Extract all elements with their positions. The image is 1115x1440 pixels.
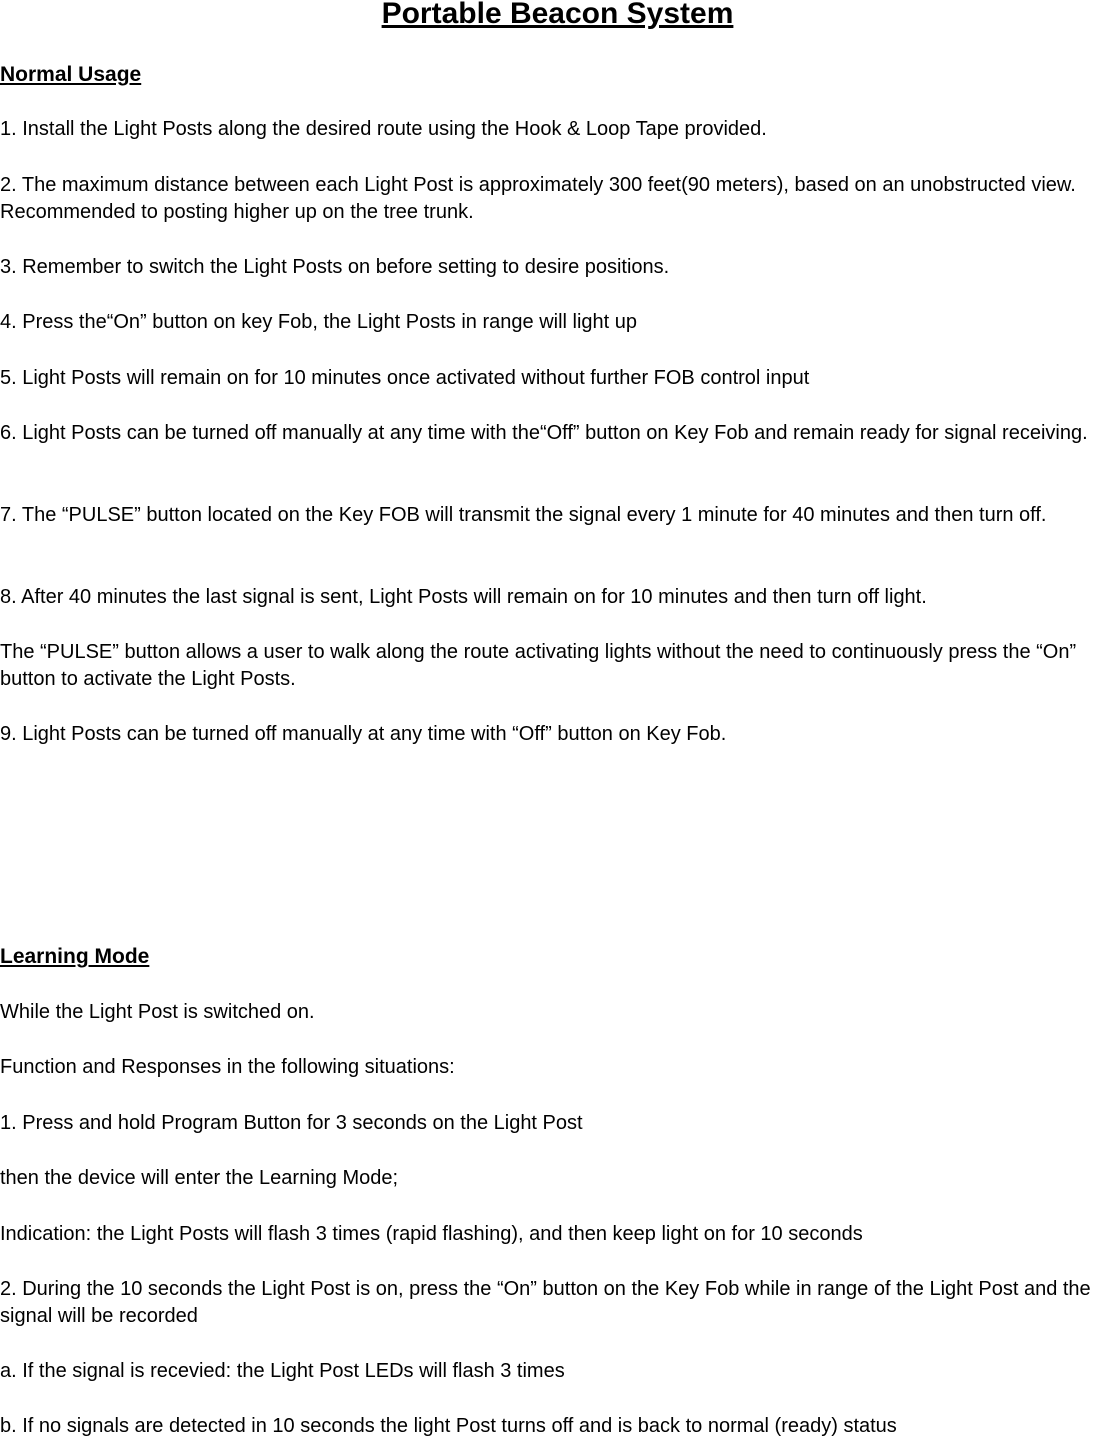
normal-usage-pulse-note: The “PULSE” button allows a user to walk along the route activating lights without the need to continuously press the “On” button to activate the Light Posts. [0, 641, 1077, 690]
learning-mode-indication: Indication: the Light Posts will flash 3 times (rapid flashing), and then keep light on for 10 seconds [0, 1223, 863, 1245]
learning-mode-functions: Function and Responses in the following situations: [0, 1056, 455, 1078]
document-title: Portable Beacon System [381, 0, 734, 30]
normal-usage-step-3: 3. Remember to switch the Light Posts on before setting to desire positions. [0, 256, 670, 278]
normal-usage-step-8: 8. After 40 minutes the last signal is sent, Light Posts will remain on for 10 minutes and then turn off light. [0, 586, 927, 608]
learning-mode-enter: then the device will enter the Learning Mode; [0, 1167, 399, 1189]
normal-usage-step-1: 1. Install the Light Posts along the desired route using the Hook & Loop Tape provided. [0, 118, 767, 140]
learning-mode-step-2: 2. During the 10 seconds the Light Post is on, press the “On” button on the Key Fob while in range of the Light Post and the signal will be recorded [0, 1278, 1091, 1327]
normal-usage-step-5: 5. Light Posts will remain on for 10 minutes once activated without further FOB control input [0, 367, 810, 389]
normal-usage-step-9: 9. Light Posts can be turned off manually at any time with “Off” button on Key Fob. [0, 723, 727, 745]
learning-mode-step-1: 1. Press and hold Program Button for 3 seconds on the Light Post [0, 1112, 583, 1134]
normal-usage-step-6: 6. Light Posts can be turned off manually at any time with the“Off” button on Key Fob and remain ready for signal receiving. [0, 422, 1088, 444]
normal-usage-step-7: 7. The “PULSE” button located on the Key FOB will transmit the signal every 1 minute for 40 minutes and then turn off. [0, 504, 1047, 526]
normal-usage-step-2: 2. The maximum distance between each Light Post is approximately 300 feet(90 meters), based on an unobstructed view. Recommended to posting higher up on the tree trunk. [0, 174, 1076, 223]
learning-mode-step-a: a. If the signal is recevied: the Light Post LEDs will flash 3 times [0, 1360, 565, 1382]
normal-usage-step-4: 4. Press the“On” button on key Fob, the Light Posts in range will light up [0, 311, 638, 333]
normal-usage-heading: Normal Usage [0, 63, 142, 86]
learning-mode-heading: Learning Mode [0, 945, 150, 968]
learning-mode-intro: While the Light Post is switched on. [0, 1001, 315, 1023]
learning-mode-step-b: b. If no signals are detected in 10 seconds the light Post turns off and is back to normal (ready) status [0, 1415, 897, 1437]
